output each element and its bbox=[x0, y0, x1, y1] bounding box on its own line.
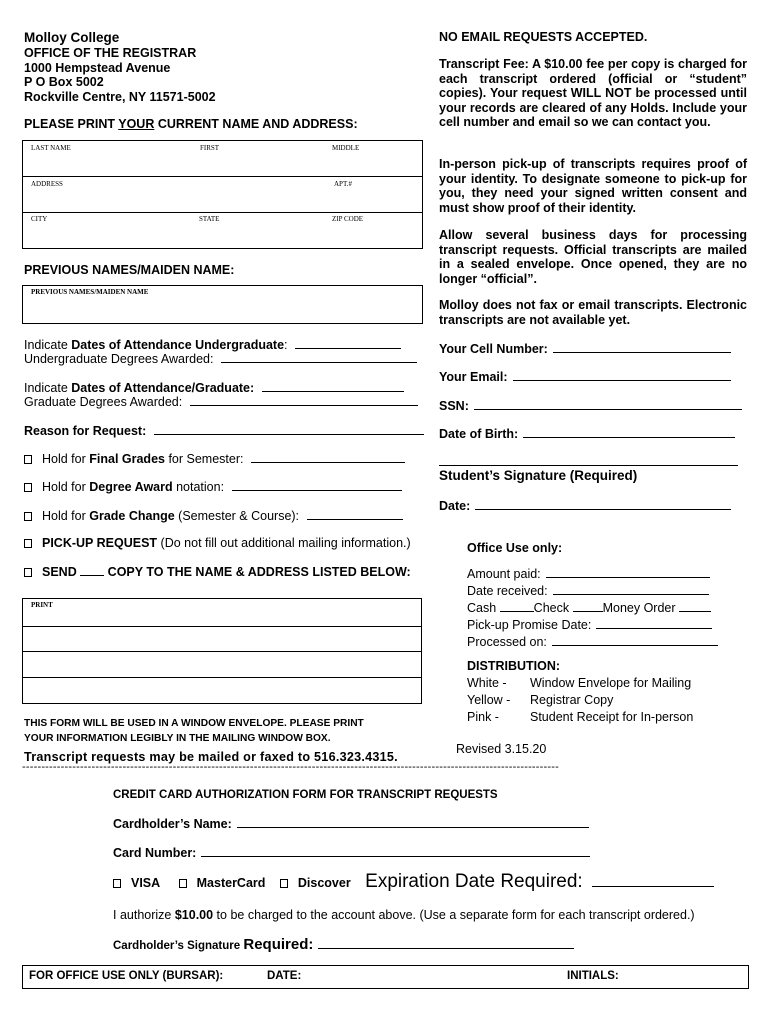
dob-field[interactable] bbox=[523, 426, 735, 438]
name-input-area[interactable] bbox=[27, 153, 419, 175]
cardholder-signature: Cardholder’s Signature Required: bbox=[113, 936, 574, 954]
email: Your Email: bbox=[439, 369, 731, 384]
bursar-initials-label: INITIALS: bbox=[567, 970, 619, 982]
distribution-row: Yellow - Registrar Copy bbox=[467, 693, 614, 707]
previous-names-heading: PREVIOUS NAMES/MAIDEN NAME: bbox=[24, 263, 235, 277]
bursar-box bbox=[22, 965, 749, 989]
bursar-date-label: DATE: bbox=[267, 970, 302, 982]
processed-on-field[interactable] bbox=[552, 634, 718, 646]
signature-label: Student’s Signature (Required) bbox=[439, 468, 638, 483]
email-field[interactable] bbox=[513, 369, 731, 381]
pickup-promise-date: Pick-up Promise Date: bbox=[467, 617, 718, 634]
hold-final-grades: Hold for Final Grades for Semester: bbox=[24, 451, 405, 466]
first-name-label: FIRST bbox=[200, 144, 220, 152]
previous-names-label: PREVIOUS NAMES/MAIDEN NAME bbox=[31, 288, 149, 296]
ssn-field[interactable] bbox=[474, 398, 742, 410]
undergrad-degrees: Undergraduate Degrees Awarded: bbox=[24, 351, 417, 366]
checkbox-degree-award[interactable] bbox=[24, 483, 32, 492]
authorization-text: I authorize $10.00 to be charged to the account above. (Use a separate form for each transcript ordered.) bbox=[113, 908, 695, 922]
mailed-faxed-note: Transcript requests may be mailed or faxed to 516.323.4315. bbox=[24, 750, 398, 764]
money-order-field[interactable] bbox=[679, 600, 711, 612]
cardholder-signature-field[interactable] bbox=[318, 937, 574, 949]
checkbox-discover[interactable] bbox=[280, 879, 288, 888]
office-use-section bbox=[467, 540, 718, 726]
expiration-label: Expiration Date Required: bbox=[365, 871, 583, 892]
apt-label: APT.# bbox=[334, 180, 352, 188]
last-name-label: LAST NAME bbox=[31, 144, 71, 152]
address-line-2: P O Box 5002 bbox=[24, 75, 104, 89]
undergrad-dates-field[interactable] bbox=[295, 337, 401, 349]
hold-degree-award: Hold for Degree Award notation: bbox=[24, 479, 402, 494]
zip-label: ZIP CODE bbox=[332, 215, 364, 223]
distribution-heading: DISTRIBUTION: bbox=[467, 659, 561, 673]
cell-number-field[interactable] bbox=[553, 341, 731, 353]
date-received: Date received: bbox=[467, 583, 718, 600]
distribution-row: White - Window Envelope for Mailing bbox=[467, 676, 692, 690]
previous-names-box[interactable] bbox=[22, 285, 423, 324]
grad-degrees-field[interactable] bbox=[190, 394, 418, 406]
college-name: Molloy College bbox=[24, 30, 120, 45]
divider bbox=[23, 212, 422, 213]
date-received-field[interactable] bbox=[553, 583, 709, 595]
grad-degrees: Graduate Degrees Awarded: bbox=[24, 394, 418, 409]
card-number-field[interactable] bbox=[201, 845, 590, 857]
signature-date-field[interactable] bbox=[475, 498, 731, 510]
pickup-promise-field[interactable] bbox=[596, 617, 712, 629]
final-grades-semester-field[interactable] bbox=[251, 451, 405, 463]
cut-line: ------------------------------------------------------------------------------------------------------------------------------------------- bbox=[22, 761, 559, 773]
print-label: PRINT bbox=[31, 601, 53, 609]
reason-field[interactable] bbox=[154, 423, 424, 435]
check-field[interactable] bbox=[573, 600, 603, 612]
dates-attendance-undergrad: Indicate Dates of Attendance Undergraduate: bbox=[24, 337, 401, 352]
address-label: ADDRESS bbox=[31, 180, 63, 188]
mailing-line-3[interactable] bbox=[25, 652, 419, 676]
cardholder-name-field[interactable] bbox=[237, 816, 589, 828]
card-type-row: VISA MasterCard Discover Expiration Date Required: bbox=[113, 871, 714, 893]
hold-grade-change: Hold for Grade Change (Semester & Course): bbox=[24, 508, 403, 523]
cash-field[interactable] bbox=[500, 600, 534, 612]
card-number: Card Number: bbox=[113, 845, 590, 860]
checkbox-send-copy[interactable] bbox=[24, 568, 32, 577]
state-label: STATE bbox=[199, 215, 220, 223]
revised-date: Revised 3.15.20 bbox=[456, 742, 547, 756]
checkbox-final-grades[interactable] bbox=[24, 455, 32, 464]
grad-dates-field[interactable] bbox=[262, 380, 404, 392]
office-line: OFFICE OF THE REGISTRAR bbox=[24, 46, 197, 60]
middle-name-label: MIDDLE bbox=[332, 144, 360, 152]
dates-attendance-grad: Indicate Dates of Attendance/Graduate: bbox=[24, 380, 404, 395]
window-envelope-note: THIS FORM WILL BE USED IN A WINDOW ENVELOPE. PLEASE PRINT YOUR INFORMATION LEGIBLY IN THE MAILING WINDOW BOX. bbox=[24, 718, 364, 744]
grade-change-field[interactable] bbox=[307, 508, 403, 520]
divider bbox=[23, 176, 422, 177]
date-of-birth: Date of Birth: bbox=[439, 426, 735, 441]
mailing-line-2[interactable] bbox=[25, 627, 419, 650]
checkbox-pickup-request[interactable] bbox=[24, 539, 32, 548]
processed-on: Processed on: bbox=[467, 634, 718, 651]
address-line-1: 1000 Hempstead Avenue bbox=[24, 60, 171, 75]
office-use-title: Office Use only: bbox=[467, 541, 563, 555]
expiration-field[interactable] bbox=[592, 875, 714, 887]
city-label: CITY bbox=[31, 215, 48, 223]
fee-paragraph: Transcript Fee: A $10.00 fee per copy is charged for each transcript ordered (official or “student” copies). Your request WILL NOT be processed until your records are cleared of any Holds. Include your cell number and email so we can contact you. bbox=[439, 57, 747, 129]
ssn: SSN: bbox=[439, 398, 742, 413]
checkbox-visa[interactable] bbox=[113, 879, 121, 888]
signature-date: Date: bbox=[439, 498, 731, 513]
address-line-3: Rockville Centre, NY 11571-5002 bbox=[24, 89, 216, 104]
degree-award-notation-field[interactable] bbox=[232, 479, 402, 491]
no-email-heading: NO EMAIL REQUESTS ACCEPTED. bbox=[439, 30, 648, 44]
copy-count-field[interactable] bbox=[80, 564, 104, 576]
city-state-zip-input-area[interactable] bbox=[27, 224, 419, 246]
address-input-area[interactable] bbox=[27, 189, 419, 211]
name-address-box bbox=[22, 140, 423, 249]
allow-paragraph: Allow several business days for processing transcript requests. Official transcripts are mailed in a sealed envelope. Once opened, they are no longer “official”. bbox=[439, 228, 747, 286]
pickup-paragraph: In-person pick-up of transcripts requires proof of your identity. To designate someone to pick-up for you, they need your signed written consent and must show proof of their identity. bbox=[439, 157, 747, 215]
registrar-address bbox=[24, 46, 216, 104]
cell-number: Your Cell Number: bbox=[439, 341, 731, 356]
no-fax-paragraph: Molloy does not fax or email transcripts. Electronic transcripts are not available yet. bbox=[439, 298, 747, 327]
cardholder-name: Cardholder’s Name: bbox=[113, 816, 589, 831]
amount-paid: Amount paid: bbox=[467, 566, 718, 583]
payment-method: Cash Check Money Order bbox=[467, 600, 718, 617]
credit-card-title: CREDIT CARD AUTHORIZATION FORM FOR TRANSCRIPT REQUESTS bbox=[113, 789, 498, 801]
print-name-heading: PLEASE PRINT YOUR CURRENT NAME AND ADDRESS: bbox=[24, 117, 358, 131]
distribution-row: Pink - Student Receipt for In-person bbox=[467, 710, 694, 724]
send-copy: SEND COPY TO THE NAME & ADDRESS LISTED BELOW: bbox=[24, 564, 411, 579]
checkbox-grade-change[interactable] bbox=[24, 512, 32, 521]
reason-for-request: Reason for Request: bbox=[24, 423, 424, 438]
undergrad-degrees-field[interactable] bbox=[221, 351, 417, 363]
pickup-request: PICK-UP REQUEST (Do not fill out additional mailing information.) bbox=[24, 536, 411, 550]
signature-line[interactable] bbox=[439, 465, 738, 466]
checkbox-mastercard[interactable] bbox=[179, 879, 187, 888]
amount-paid-field[interactable] bbox=[546, 566, 710, 578]
mailing-line-4[interactable] bbox=[25, 678, 419, 702]
mailing-print-box bbox=[22, 598, 422, 704]
bursar-label: FOR OFFICE USE ONLY (BURSAR): bbox=[29, 970, 224, 982]
